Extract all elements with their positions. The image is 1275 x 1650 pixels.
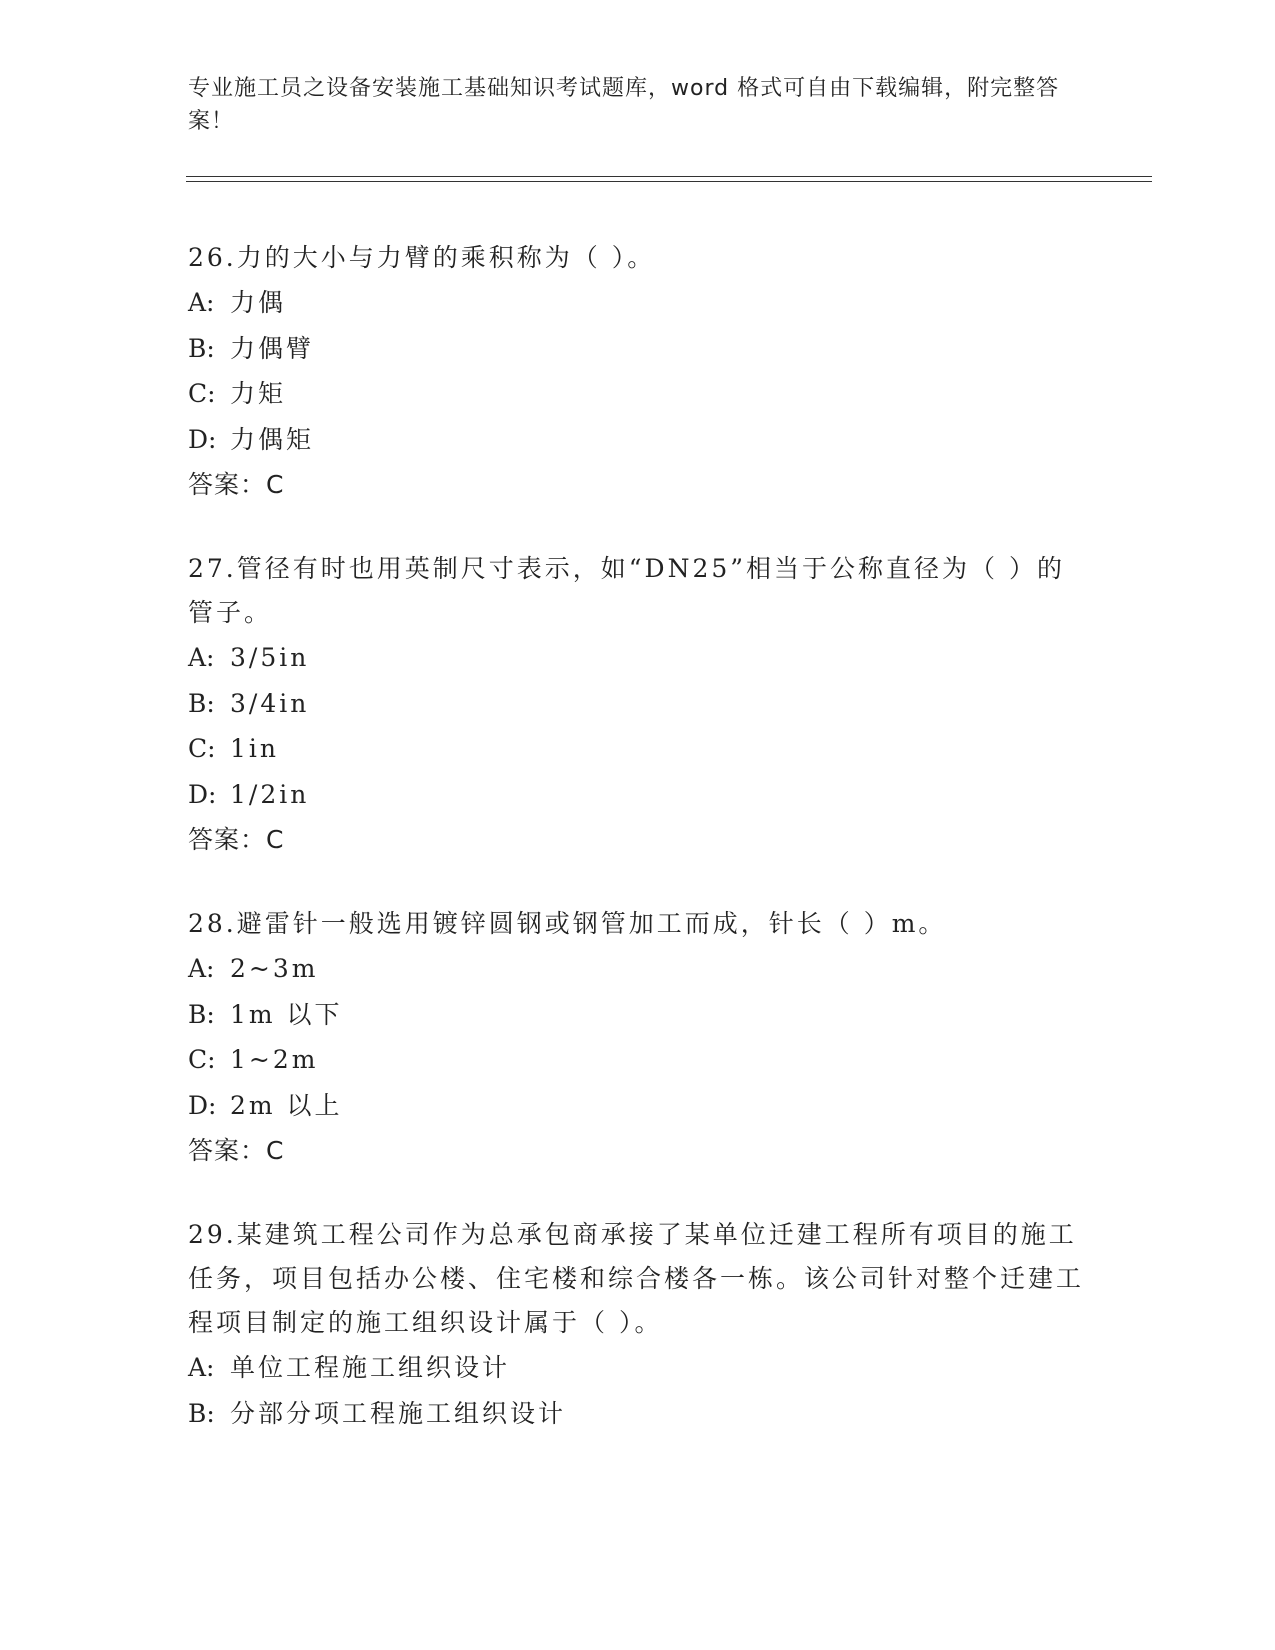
answer-line: 答案：C <box>188 470 285 499</box>
document-header: 专业施工员之设备安装施工基础知识考试题库，word 格式可自由下载编辑，附完整答案！ <box>188 76 1060 134</box>
option-c <box>188 1037 1088 1083</box>
option-key: A: <box>188 288 215 317</box>
option-d <box>188 417 1088 463</box>
option-key: D: <box>188 424 217 454</box>
option-key: C: <box>188 1045 216 1074</box>
question-27 <box>188 547 1088 862</box>
option-text: 2~3m <box>230 954 319 983</box>
option-text: 1m 以下 <box>230 999 343 1029</box>
option-a <box>188 280 1088 326</box>
option-key: A: <box>188 954 215 983</box>
option-text: 力偶矩 <box>230 424 315 454</box>
option-b <box>188 992 1088 1038</box>
option-key: C: <box>188 734 216 763</box>
option-a <box>188 635 1088 681</box>
question-list <box>188 236 1088 1476</box>
question-26 <box>188 236 1088 507</box>
answer-line: 答案：C <box>188 1136 285 1165</box>
question-stem: 28.避雷针一般选用镀锌圆钢或钢管加工而成，针长（ ）m。 <box>188 909 947 938</box>
option-key: B: <box>188 1398 215 1428</box>
header-divider-bottom <box>186 181 1152 182</box>
option-c <box>188 371 1088 417</box>
option-key: D: <box>188 779 217 809</box>
option-text: 力矩 <box>230 379 287 408</box>
option-key: A: <box>188 1353 215 1382</box>
option-a <box>188 946 1088 992</box>
question-28 <box>188 902 1088 1173</box>
question-stem: 29.某建筑工程公司作为总承包商承接了某单位迁建工程所有项目的施工任务，项目包括办公楼、住宅楼和综合楼各一栋。该公司针对整个迁建工程项目制定的施工组织设计属于（ ）。 <box>188 1220 1085 1337</box>
option-b <box>188 326 1088 372</box>
option-key: B: <box>188 999 215 1029</box>
option-key: C: <box>188 379 216 408</box>
option-text: 1/2in <box>230 779 310 809</box>
option-key: D: <box>188 1090 217 1120</box>
option-text: 3/5in <box>230 643 310 672</box>
question-stem: 26.力的大小与力臂的乘积称为（ ）。 <box>188 243 656 272</box>
option-key: B: <box>188 688 215 718</box>
option-text: 分部分项工程施工组织设计 <box>230 1398 567 1428</box>
option-text: 1~2m <box>230 1045 319 1074</box>
option-b <box>188 681 1088 727</box>
question-stem: 27.管径有时也用英制尺寸表示，如“DN25”相当于公称直径为（ ）的管子。 <box>188 554 1065 627</box>
option-text: 3/4in <box>230 688 310 718</box>
question-29 <box>188 1213 1088 1436</box>
option-key: A: <box>188 643 215 672</box>
option-a <box>188 1345 1088 1391</box>
option-text: 2m 以上 <box>230 1090 343 1120</box>
option-key: B: <box>188 333 215 363</box>
header-divider-top <box>186 176 1152 177</box>
option-d <box>188 1083 1088 1129</box>
option-text: 力偶臂 <box>230 333 315 363</box>
option-text: 1in <box>230 734 280 763</box>
option-b <box>188 1391 1088 1437</box>
option-d <box>188 772 1088 818</box>
option-c <box>188 726 1088 772</box>
option-text: 单位工程施工组织设计 <box>230 1353 511 1382</box>
answer-line: 答案：C <box>188 825 285 854</box>
option-text: 力偶 <box>230 288 287 317</box>
